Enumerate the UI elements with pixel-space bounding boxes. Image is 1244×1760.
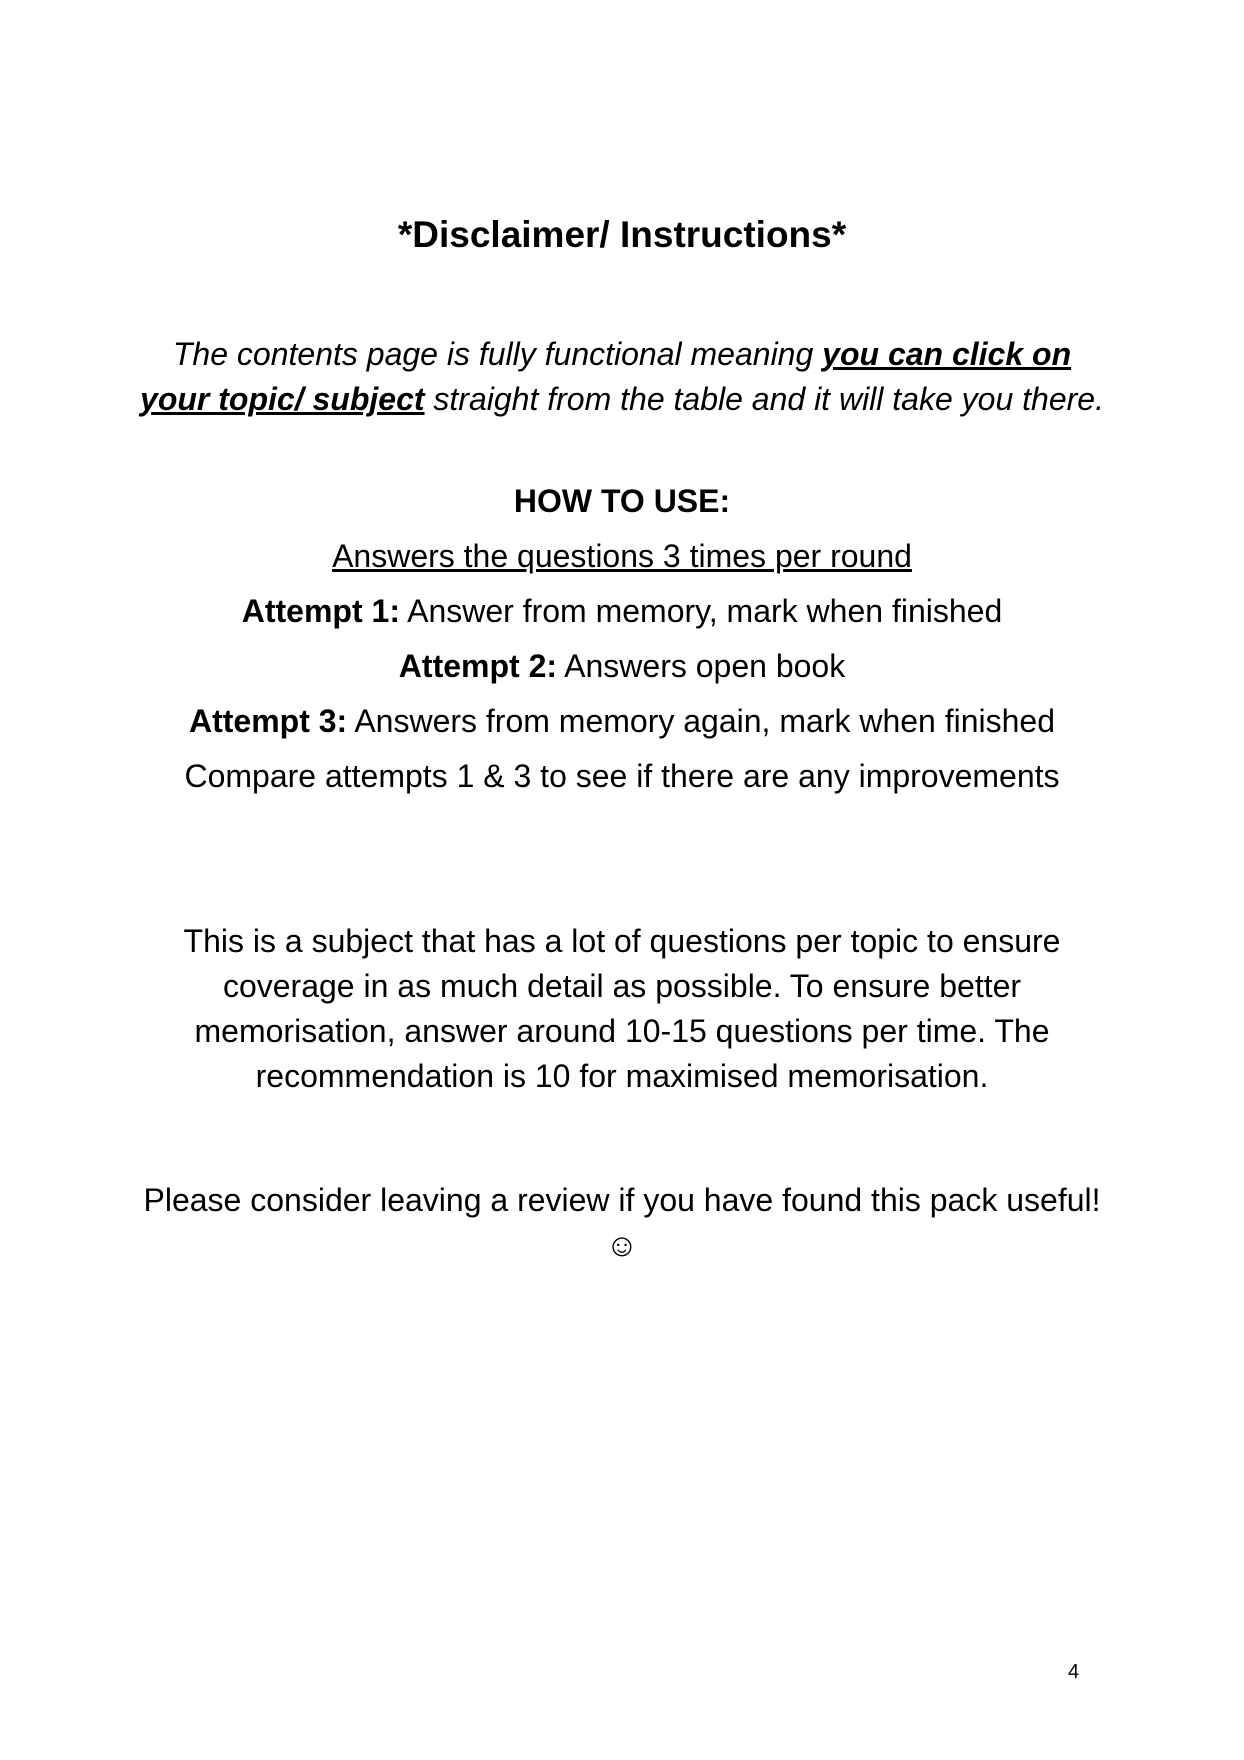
attempt-3-label: Attempt 3: xyxy=(188,703,348,739)
coverage-paragraph: This is a subject that has a lot of questions per topic to ensure coverage in as much detail as possible. To ensure better memorisation, answer around 10-15 questions per time. The recommendation is 10 for maximised memorisation. xyxy=(183,923,1061,1094)
how-to-use-heading: HOW TO USE: xyxy=(513,483,731,519)
attempt-2-text: Answers open book xyxy=(557,648,846,684)
intro-paragraph xyxy=(140,332,1104,422)
attempt-1-text: Answer from memory, mark when finished xyxy=(399,593,1003,629)
contents-link-note: you can click on your topic/ subject xyxy=(140,336,1072,417)
compare-attempts-line: Compare attempts 1 & 3 to see if there are any improvements xyxy=(184,758,1060,794)
page-number: 4 xyxy=(1068,1661,1080,1683)
page-title: *Disclaimer/ Instructions* xyxy=(397,214,847,255)
attempt-2-label: Attempt 2: xyxy=(398,648,558,684)
attempt-1-label: Attempt 1: xyxy=(241,593,400,629)
attempt-1-line xyxy=(0,591,1244,631)
attempt-3-text: Answers from memory again, mark when finished xyxy=(347,703,1056,739)
attempt-3-line xyxy=(0,701,1244,741)
intro-prefix: The contents page is fully functional meaning xyxy=(172,336,823,372)
review-paragraph: Please consider leaving a review if you have found this pack useful! ☺ xyxy=(143,1182,1101,1263)
intro-suffix: straight from the table and it will take you there. xyxy=(424,381,1104,417)
how-to-use-subheading-text: Answers the questions 3 times per round xyxy=(332,538,912,574)
how-to-use-subheading xyxy=(0,536,1244,576)
attempt-2-line xyxy=(0,646,1244,686)
